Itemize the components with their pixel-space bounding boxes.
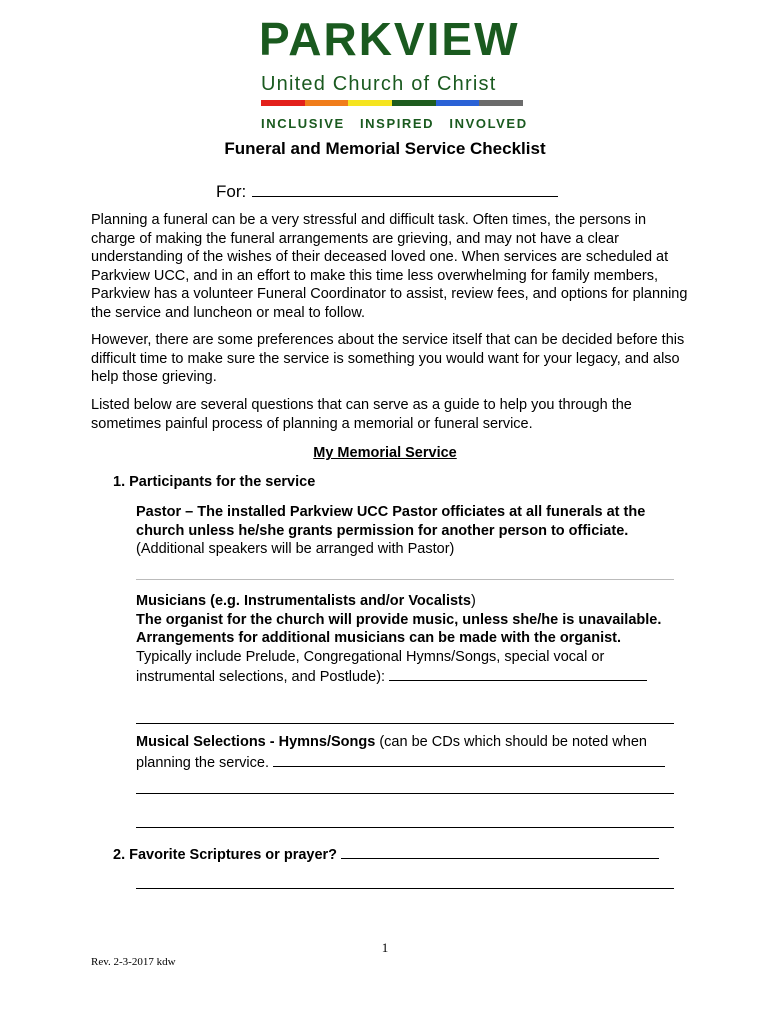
item-heading-participants: 1. Participants for the service: [113, 474, 316, 490]
scriptures-label: 2. Favorite Scriptures or prayer?: [113, 847, 338, 863]
section-title: My Memorial Service: [313, 445, 457, 461]
pastor-text: Pastor – The installed Parkview UCC Pastor officiates at all funerals at the church unless he/she grants permission for another person to officiate.: [136, 504, 646, 539]
tagline-word: INCLUSIVE: [261, 116, 345, 131]
logo-name: PARKVIEW: [259, 13, 520, 65]
rainbow-stripe-blue: [436, 100, 480, 106]
selections-note: (can be CDs which should be noted when planning the service.: [136, 734, 647, 771]
intro-paragraph: Planning a funeral can be a very stressful and difficult task. Often times, the persons in charge of making the funeral arrangements are grieving, and may not have a clear understanding of the wishes of their deceased loved one. When services are scheduled at Parkview UCC, and in an effort to make this time less overwhelming for family members, Parkview has a volunteer Funeral Coordinator to assist, review fees, and options for planning the service and luncheon or meal to follow.: [91, 212, 688, 321]
logo-subtitle: United Church of Christ: [261, 73, 497, 95]
preferences-paragraph: However, there are some preferences about the service itself that can be decided before this difficult time to make sure the service is something you would want for your legacy, and also help those grieving.: [91, 332, 685, 385]
organist-text: The organist for the church will provide music, unless she/he is unavailable. Arrangements for additional musicians can be made with the organist.: [136, 611, 662, 646]
organist-note: Typically include Prelude, Congregational Hymns/Songs, special vocal or instrumental selections, and Postlude):: [136, 648, 605, 685]
for-blank-line[interactable]: [252, 180, 558, 197]
answer-line[interactable]: [136, 723, 674, 724]
musicians-paren: ): [470, 593, 476, 609]
answer-blank-inline[interactable]: [341, 844, 659, 859]
pastor-block: [136, 503, 676, 559]
revision-note: Rev. 2-3-2017 kdw: [91, 956, 176, 968]
for-label: For:: [216, 182, 247, 201]
rainbow-stripe-orange: [305, 100, 349, 106]
answer-line[interactable]: [136, 793, 674, 794]
musicians-text: Musicians (e.g. Instrumentalists and/or Vocalists: [136, 593, 471, 609]
tagline-word: INSPIRED: [359, 116, 435, 131]
rainbow-stripe-green: [392, 100, 436, 106]
selections-block: [136, 733, 676, 772]
item-heading-scriptures: [113, 844, 659, 864]
answer-line[interactable]: [136, 888, 674, 889]
logo-rainbow-bar: [261, 100, 523, 106]
page-title: Funeral and Memorial Service Checklist: [224, 139, 546, 158]
page-number: 1: [381, 940, 389, 955]
parkview-logo: [259, 13, 528, 131]
answer-blank-inline[interactable]: [389, 666, 647, 681]
selections-text: Musical Selections - Hymns/Songs: [136, 734, 376, 750]
logo-tagline: [261, 116, 538, 132]
musicians-block: [136, 592, 676, 687]
guide-paragraph: Listed below are several questions that can serve as a guide to help you through the sometimes painful process of planning a memorial or funeral service.: [91, 397, 632, 432]
answer-blank-inline[interactable]: [273, 752, 665, 767]
answer-line[interactable]: [136, 827, 674, 828]
answer-line[interactable]: [136, 579, 674, 580]
rainbow-stripe-red: [261, 100, 305, 106]
for-field: [216, 180, 558, 203]
rainbow-stripe-gray: [479, 100, 523, 106]
rainbow-stripe-yellow: [348, 100, 392, 106]
tagline-word: INVOLVED: [449, 116, 528, 131]
pastor-note: (Additional speakers will be arranged with Pastor): [136, 541, 455, 557]
